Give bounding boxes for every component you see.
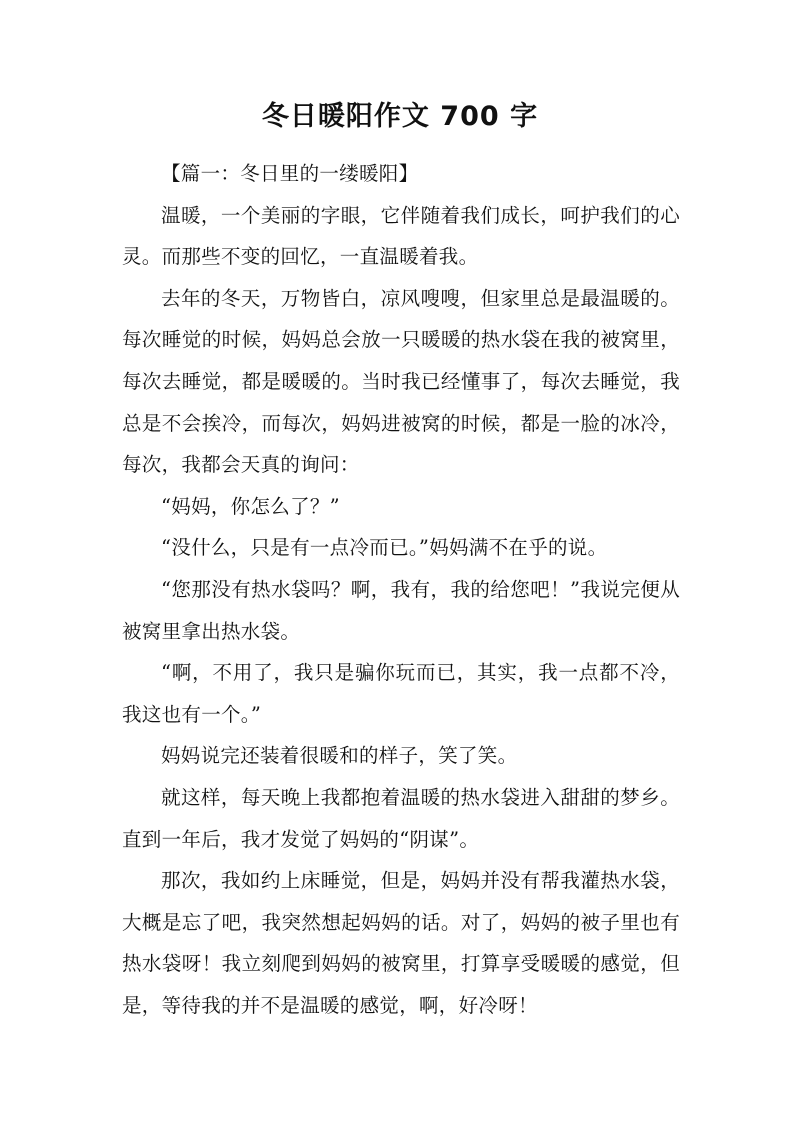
paragraph: “您那没有热水袋吗？啊，我有，我的给您吧！”我说完便从被窝里拿出热水袋。 <box>122 577 680 643</box>
paragraph: 就这样，每天晚上我都抱着温暖的热水袋进入甜甜的梦乡。直到一年后，我才发觉了妈妈的“阴谋”。 <box>122 785 680 851</box>
paragraph: 温暖，一个美丽的字眼，它伴随着我们成长，呵护我们的心灵。而那些不变的回忆，一直温暖着我。 <box>122 203 680 269</box>
document-body <box>122 153 680 1026</box>
paragraph: “没什么，只是有一点冷而已。”妈妈满不在乎的说。 <box>161 536 608 560</box>
paragraph: 妈妈说完还装着很暖和的样子，笑了笑。 <box>161 744 518 768</box>
paragraph: 去年的冬天，万物皆白，凉风嗖嗖，但家里总是最温暖的。每次睡觉的时候，妈妈总会放一只暖暖的热水袋在我的被窝里，每次去睡觉，都是暖暖的。当时我已经懂事了，每次去睡觉，我总是不会挨冷，而每次，妈妈进被窝的时候，都是一脸的冰冷，每次，我都会天真的询问： <box>122 286 680 477</box>
paragraph: “啊，不用了，我只是骗你玩而已，其实，我一点都不冷，我这也有一个。” <box>122 661 680 726</box>
paragraph: “妈妈，你怎么了？” <box>161 494 340 518</box>
paragraph: 那次，我如约上床睡觉，但是，妈妈并没有帮我灌热水袋，大概是忘了吧，我突然想起妈妈的话。对了，妈妈的被子里也有热水袋呀！我立刻爬到妈妈的被窝里，打算享受暖暖的感觉，但是，等待我的并不是温暖的感觉，啊，好冷呀！ <box>122 869 680 1017</box>
section-heading: 【篇一：冬日里的一缕暖阳】 <box>161 162 419 185</box>
document-title: 冬日暖阳作文 700 字 <box>261 101 539 132</box>
